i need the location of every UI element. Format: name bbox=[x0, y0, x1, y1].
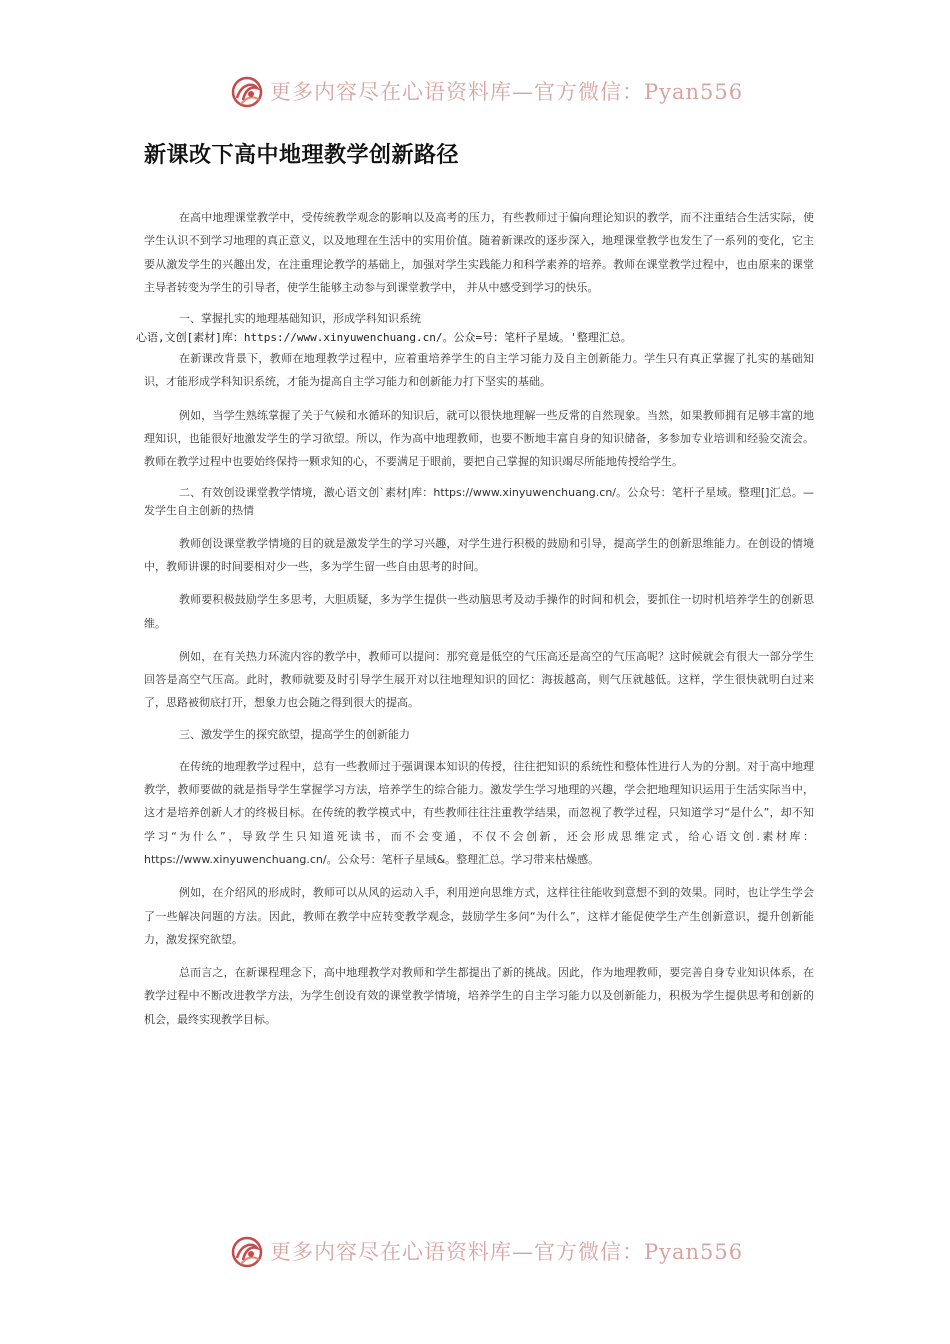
conclusion-paragraph: 总而言之，在新课程理念下，高中地理教学对教师和学生都提出了新的挑战。因此，作为地理教师，要完善自身专业知识体系，在教学过程中不断改进教学方法，为学生创设有效的课堂教学情境，培养学生的自主学习能力以及创新能力，积极为学生提供思考和创新的机会，最终实现教学目标。 bbox=[144, 966, 814, 1026]
section-1-heading: 一、掌握扎实的地理基础知识，形成学科知识系统 bbox=[179, 312, 421, 326]
red-swirl-logo-icon bbox=[229, 74, 265, 110]
footer-banner bbox=[0, 1232, 950, 1272]
banner-text: 更多内容尽在心语资料库—官方微信：Pyan556 bbox=[270, 1240, 744, 1264]
article-body bbox=[136, 206, 814, 1041]
section-2-paragraph-2: 教师要积极鼓励学生多思考，大胆质疑，多为学生提供一些动脑思考及动手操作的时间和机会，要抓住一切时机培养学生的创新思维。 bbox=[144, 593, 814, 630]
section-3-heading: 三、激发学生的探究欲望，提高学生的创新能力 bbox=[179, 727, 410, 741]
page-title: 新课改下高中地理教学创新路径 bbox=[144, 143, 460, 168]
section-1-paragraph-1: 在新课改背景下，教师在地理教学过程中，应着重培养学生的自主学习能力及自主创新能力。学生只有真正掌握了扎实的基础知识，才能形成学科知识系统，才能为提高自主学习能力和创新能力打下坚实的基础。 bbox=[144, 352, 814, 389]
section-2-heading: 二、有效创设课堂教学情境，激心语文创`素材|库：https://www.xinyuwenchuang.cn/。公众号：笔杆子星域。整理[]汇总。—发学生自主创新的热情 bbox=[144, 485, 814, 517]
header-banner bbox=[0, 72, 950, 112]
section-2-paragraph-1: 教师创设课堂教学情境的目的就是激发学生的学习兴趣，对学生进行积极的鼓励和引导，提高学生的创新思维能力。在创设的情境中，教师讲课的时间要相对少一些，多为学生留一些自由思考的时间。 bbox=[144, 536, 814, 573]
section-1-promo-line: 心语,文创[素材]库：https://www.xinyuwenchuang.cn/。公众=号：笔杆子星域。'整理汇总。 bbox=[136, 331, 632, 345]
intro-paragraph: 在高中地理课堂教学中，受传统教学观念的影响以及高考的压力，有些教师过于偏向理论知识的教学，而不注重结合生活实际，使学生认识不到学习地理的真正意义，以及地理在生活中的实用价值。随着新课改的逐步深入，地理课堂教学也发生了一系列的变化，它主要从激发学生的兴趣出发，在注重理论教学的基础上，加强对学生实践能力和科学素养的培养。教师在课堂教学过程中，也由原来的课堂主导者转变为学生的引导者，使学生能够主动参与到课堂教学中， 并从中感受到学习的快乐。 bbox=[144, 211, 814, 294]
section-3-paragraph-1: 在传统的地理教学过程中，总有一些教师过于强调课本知识的传授，往往把知识的系统性和整体性进行人为的分割。对于高中地理教学，教师要做的就是指导学生掌握学习方法，培养学生的综合能力。激发学生学习地理的兴趣，学会把地理知识运用于生活实际当中，这才是培养创新人才的终极目标。在传统的教学模式中，有些教师往往注重教学结果，而忽视了教学过程，只知道学习“是什么”，却不知学习“为什么”，导致学生只知道死读书，而不会变通，不仅不会创新，还会形成思维定式，给心语文创.素材库：https://www.xinyuwenchuang.cn/。公众号：笔杆子星域&。整理汇总。学习带来枯燥感。 bbox=[144, 759, 814, 866]
banner-text: 更多内容尽在心语资料库—官方微信：Pyan556 bbox=[270, 80, 744, 104]
red-swirl-logo-icon bbox=[229, 1234, 265, 1270]
section-2-paragraph-3: 例如，在有关热力环流内容的教学中，教师可以提问：那究竟是低空的气压高还是高空的气压高呢？这时候就会有很大一部分学生回答是高空气压高。此时，教师就要及时引导学生展开对以往地理知识的回忆：海拔越高，则气压就越低。这样，学生很快就明白过来了，思路被彻底打开，想象力也会随之得到很大的提高。 bbox=[144, 649, 814, 710]
section-3-paragraph-2: 例如，在介绍风的形成时，教师可以从风的运动入手，利用逆向思维方式，这样往往能收到意想不到的效果。同时，也让学生学会了一些解决问题的方法。因此，教师在教学中应转变教学观念，鼓励学生多问“为什么”，这样才能促使学生产生创新意识，提升创新能力，激发探究欲望。 bbox=[144, 886, 814, 946]
section-1-paragraph-2: 例如，当学生熟练掌握了关于气候和水循环的知识后，就可以很快地理解一些反常的自然现象。当然，如果教师拥有足够丰富的地理知识，也能很好地激发学生的学习欲望。所以，作为高中地理教师，也要不断地丰富自身的知识储备，多参加专业培训和经验交流会。教师在教学过程中也要始终保持一颗求知的心，不要满足于眼前，要把自己掌握的知识竭尽所能地传授给学生。 bbox=[144, 408, 814, 469]
